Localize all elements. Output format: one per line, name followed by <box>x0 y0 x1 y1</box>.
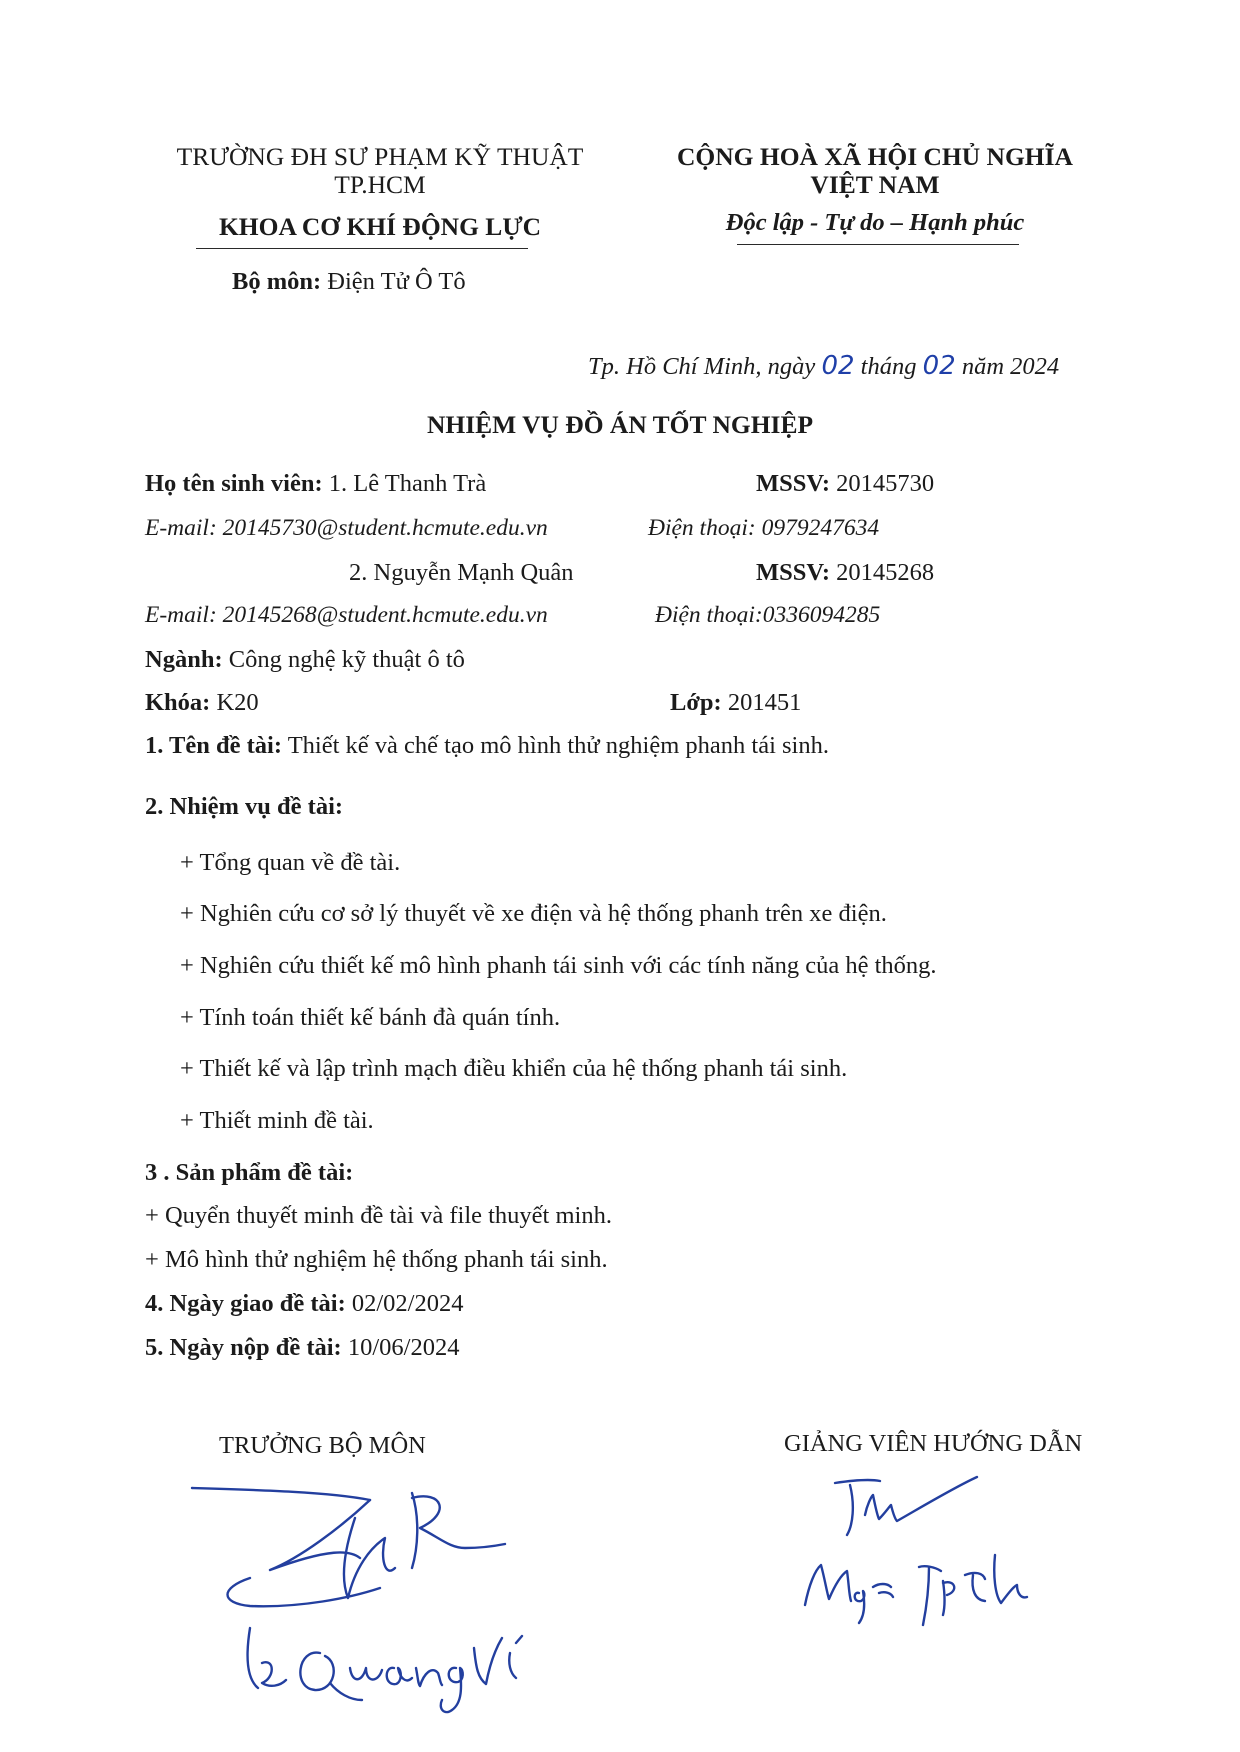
major-label: Ngành: <box>145 646 223 673</box>
student-2-mssv-line <box>756 559 934 587</box>
major-line <box>145 646 465 674</box>
product-item: + Mô hình thử nghiệm hệ thống phanh tái sinh. <box>145 1246 608 1273</box>
document-title: NHIỆM VỤ ĐỒ ÁN TỐT NGHIỆP <box>426 410 814 439</box>
student-1-name-line <box>145 470 486 498</box>
section-topic-value: Thiết kế và chế tạo mô hình thử nghiệm phanh tái sinh. <box>287 732 829 759</box>
school-name <box>130 142 630 200</box>
head-of-department-signature <box>180 1478 520 1718</box>
task-item: + Nghiên cứu thiết kế mô hình phanh tái sinh với các tính năng của hệ thống. <box>180 952 937 979</box>
section-products-label: 3 . Sản phẩm đề tài: <box>145 1159 354 1186</box>
course-line <box>145 689 259 717</box>
date-prefix: Tp. Hồ Chí Minh, ngày <box>588 353 816 380</box>
submit-date-value: 10/06/2024 <box>347 1334 460 1361</box>
class-line <box>670 689 801 717</box>
student-1-mssv-line <box>756 470 934 498</box>
student-1-phone: Điện thoại: 0979247634 <box>648 515 880 541</box>
section-topic <box>145 732 829 760</box>
course-value: K20 <box>216 689 259 716</box>
date-day-handwritten: 02 <box>821 351 855 381</box>
supervisor-signature <box>795 1475 1055 1645</box>
nation-name-line2: VIỆT NAM <box>810 170 940 199</box>
student-1-mssv: 20145730 <box>836 470 935 497</box>
supervisor-title: GIẢNG VIÊN HƯỚNG DẪN <box>784 1430 1083 1457</box>
student-name-label: Họ tên sinh viên: <box>145 470 323 497</box>
student-2-phone: Điện thoại:0336094285 <box>655 602 881 628</box>
student-2-mssv: 20145268 <box>836 559 935 586</box>
date-month-handwritten: 02 <box>922 351 956 381</box>
assign-date-line <box>145 1290 464 1318</box>
task-item: + Tổng quan về đề tài. <box>180 849 401 876</box>
section-tasks-label: 2. Nhiệm vụ đề tài: <box>145 793 344 820</box>
assign-date-value: 02/02/2024 <box>351 1290 464 1317</box>
task-item: + Nghiên cứu cơ sở lý thuyết về xe điện và hệ thống phanh trên xe điện. <box>180 900 887 927</box>
task-item: + Tính toán thiết kế bánh đà quán tính. <box>180 1004 561 1031</box>
student-1-mssv-label: MSSV: <box>756 470 830 497</box>
department-label: Bộ môn: <box>232 268 322 295</box>
nation-name-line1: CỘNG HOÀ XÃ HỘI CHỦ NGHĨA <box>677 142 1073 171</box>
task-item: + Thiết kế và lập trình mạch điều khiển của hệ thống phanh tái sinh. <box>180 1055 848 1082</box>
head-of-department-title: TRƯỞNG BỘ MÔN <box>219 1432 426 1459</box>
student-1-name: 1. Lê Thanh Trà <box>328 470 487 497</box>
national-motto: Độc lập - Tự do – Hạnh phúc <box>725 209 1025 236</box>
motto-underline <box>737 244 1019 245</box>
date-line <box>588 351 1059 381</box>
department-value: Điện Tử Ô Tô <box>327 268 466 295</box>
submit-date-label: 5. Ngày nộp đề tài: <box>145 1334 342 1361</box>
major-value: Công nghệ kỹ thuật ô tô <box>228 646 465 673</box>
product-item: + Quyển thuyết minh đề tài và file thuyết minh. <box>145 1202 612 1229</box>
school-name-line1: TRƯỜNG ĐH SƯ PHẠM KỸ THUẬT <box>176 142 584 171</box>
course-label: Khóa: <box>145 689 211 716</box>
student-2-name: 2. Nguyễn Mạnh Quân <box>349 559 574 586</box>
class-label: Lớp: <box>670 689 722 716</box>
submit-date-line <box>145 1334 459 1362</box>
student-1-email: E-mail: 20145730@student.hcmute.edu.vn <box>145 515 548 541</box>
section-topic-label: 1. Tên đề tài: <box>145 732 283 759</box>
faculty-name: KHOA CƠ KHÍ ĐỘNG LỰC <box>218 212 542 241</box>
faculty-underline <box>196 248 528 249</box>
assign-date-label: 4. Ngày giao đề tài: <box>145 1290 346 1317</box>
nation-name <box>640 142 1110 200</box>
student-2-email: E-mail: 20145268@student.hcmute.edu.vn <box>145 602 548 628</box>
class-value: 201451 <box>727 689 802 716</box>
student-2-mssv-label: MSSV: <box>756 559 830 586</box>
date-month-label: tháng <box>860 353 917 380</box>
date-year: năm 2024 <box>961 353 1060 380</box>
task-item: + Thiết minh đề tài. <box>180 1107 374 1134</box>
department-line <box>232 268 466 296</box>
school-name-line2: TP.HCM <box>334 170 426 199</box>
